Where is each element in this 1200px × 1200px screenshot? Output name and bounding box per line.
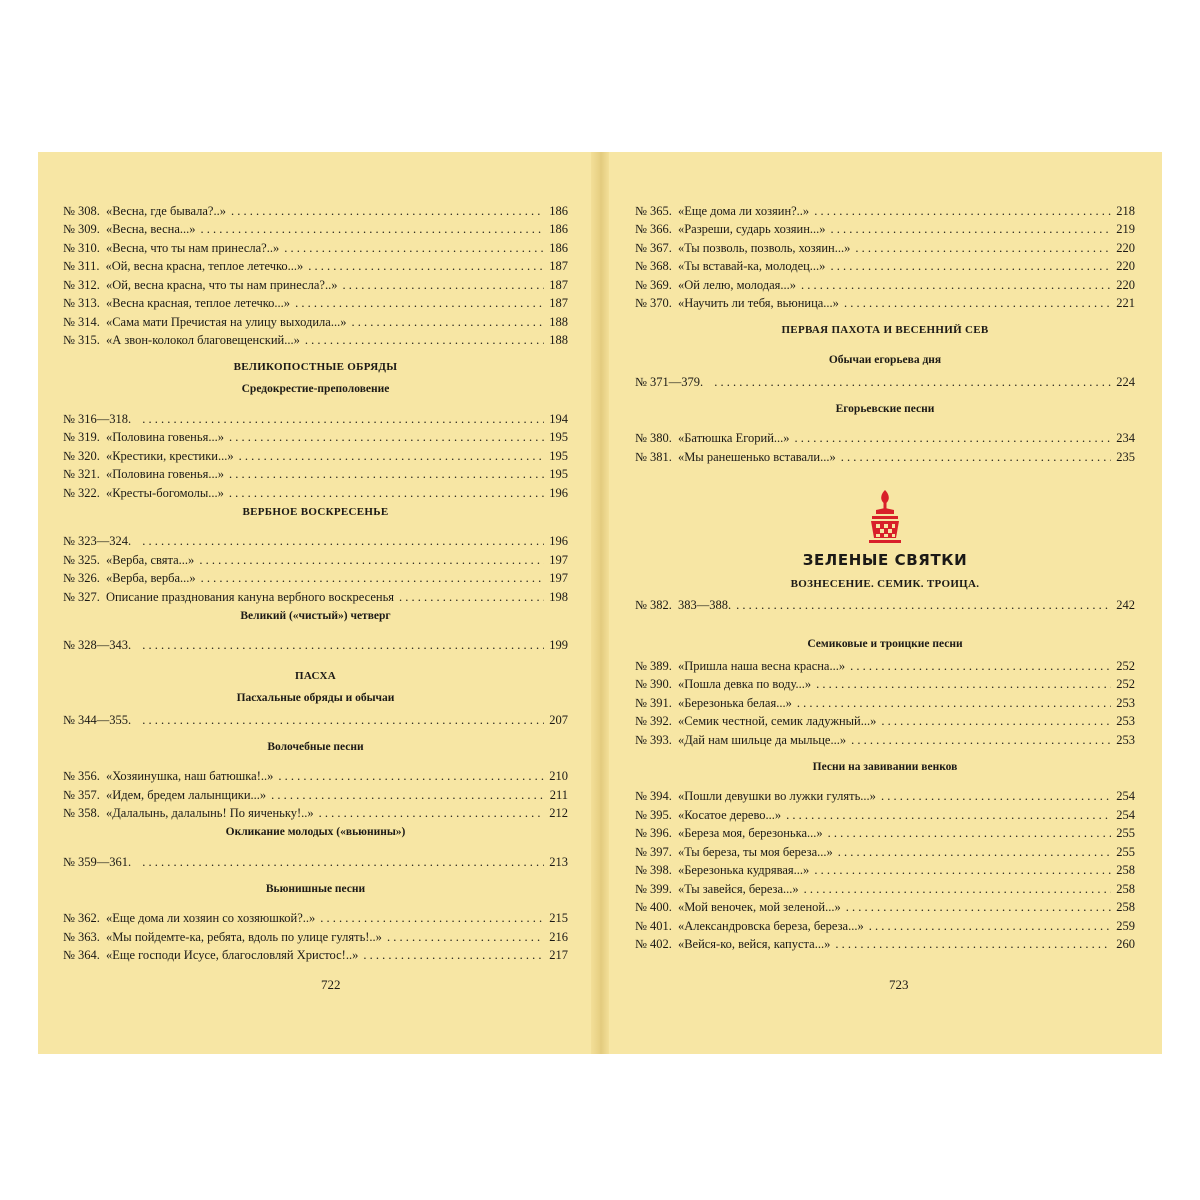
- dot-leader: [142, 712, 544, 728]
- toc-entry: [63, 766, 568, 785]
- toc-entry: [635, 711, 1135, 730]
- entry-title: «Крестики, крестики...»: [105, 448, 234, 463]
- page-number: 722: [321, 977, 341, 992]
- dot-leader: [816, 676, 1111, 692]
- toc-entry: [635, 428, 1135, 447]
- entry-page-number: 197: [549, 571, 568, 585]
- section-heading: ПАСХА: [295, 670, 336, 682]
- entry-number: № 356.: [63, 769, 100, 783]
- toc-entry: [63, 568, 568, 587]
- entry-title: «Весна, что ты нам принесла?..»: [105, 240, 280, 255]
- entry-group: [63, 408, 568, 501]
- entry-page-number: 253: [1116, 714, 1135, 728]
- entry-number: № 393.: [635, 732, 672, 747]
- toc-entry: [63, 926, 568, 945]
- toc-entry: [635, 729, 1135, 748]
- entry-title: «Половина говенья...»: [105, 430, 224, 444]
- entry-title: «Березонька белая...»: [677, 695, 792, 710]
- dot-leader: [831, 221, 1112, 237]
- entry-page-number: 195: [549, 467, 568, 481]
- section-heading: ВЕРБНОЕ ВОСКРЕСЕНЬЕ: [242, 505, 389, 518]
- entry-number: № 310.: [63, 240, 100, 255]
- entry-title: «Береза моя, березонька...»: [677, 826, 823, 840]
- entry-group: [635, 428, 1135, 465]
- toc-entry: [63, 200, 568, 219]
- entry-title: «Идем, бредем лалынщики...»: [105, 787, 267, 802]
- entry-page-number: 220: [1116, 240, 1135, 255]
- dot-leader: [351, 314, 544, 330]
- dot-leader: [239, 448, 545, 464]
- dot-leader: [830, 258, 1111, 274]
- entry-group: [635, 200, 1135, 311]
- entry-title: «Кресты-богомолы...»: [105, 485, 224, 500]
- dot-leader: [786, 807, 1111, 823]
- dot-leader: [342, 277, 544, 293]
- section-subheading: Вьюнишные песни: [265, 882, 366, 895]
- entry-title: «Мы ранешенько вставали...»: [677, 449, 836, 464]
- entry-title: «Ты береза, ты моя береза...»: [677, 844, 833, 859]
- entry-number: № 321.: [63, 467, 100, 481]
- entry-number: № 397.: [635, 844, 672, 859]
- toc-entry: [635, 274, 1135, 293]
- dot-leader: [846, 899, 1112, 915]
- section-subheading: Пасхальные обряды и обычаи: [236, 692, 395, 704]
- toc-entry: [635, 804, 1135, 823]
- entry-page-number: 210: [549, 769, 568, 783]
- section-heading: ВОЗНЕСЕНИЕ. СЕМИК. ТРОИЦА.: [790, 577, 980, 590]
- entry-number: № 381.: [635, 449, 672, 464]
- entry-title: «Косатое дерево...»: [677, 807, 782, 822]
- toc-entry: [63, 908, 568, 927]
- entry-title: «Александровска береза, береза...»: [677, 918, 864, 933]
- entry-number: № 394.: [635, 789, 672, 803]
- entry-group: [635, 595, 1135, 614]
- entry-page-number: 220: [1116, 277, 1135, 292]
- dot-leader: [714, 374, 1111, 390]
- entry-number: № 344—355.: [63, 712, 132, 727]
- dot-leader: [844, 295, 1111, 311]
- section-subheading: Обычаи егорьева дня: [828, 354, 942, 366]
- dot-leader: [851, 732, 1111, 748]
- entry-number: № 326.: [63, 571, 100, 585]
- entry-page-number: 217: [549, 948, 568, 962]
- entry-page-number: 252: [1116, 677, 1135, 691]
- toc-entry: [63, 784, 568, 803]
- book-spread: [38, 152, 1162, 1054]
- entry-group: [635, 655, 1135, 748]
- toc-entry: [635, 200, 1135, 219]
- entry-page-number: 242: [1116, 598, 1135, 612]
- entry-group: [63, 908, 568, 964]
- section-subheading: Великий («чистый») четверг: [240, 609, 391, 622]
- toc-entry: [635, 256, 1135, 275]
- toc-entry: [63, 293, 568, 312]
- entry-number: № 369.: [635, 277, 672, 292]
- section-subheading: Окликание молодых («вьюнины»): [225, 826, 406, 838]
- entry-page-number: 252: [1116, 658, 1135, 673]
- entry-page-number: 258: [1116, 900, 1135, 914]
- toc-entry: [63, 408, 568, 427]
- toc-entry: [63, 635, 568, 654]
- entry-title: «Разреши, сударь хозяин...»: [677, 222, 826, 236]
- dot-leader: [271, 787, 545, 803]
- entry-page-number: 196: [549, 485, 568, 500]
- entry-title: «Весна, весна...»: [105, 222, 196, 236]
- section-subheading: Песни на завивании венков: [812, 760, 958, 773]
- entry-number: № 390.: [635, 677, 672, 691]
- entry-title: «Верба, свята...»: [105, 552, 195, 567]
- entry-number: № 398.: [635, 863, 672, 877]
- entry-number: № 311.: [63, 259, 100, 273]
- entry-number: № 392.: [635, 714, 672, 728]
- entry-number: № 316—318.: [63, 411, 132, 426]
- toc-entry: [635, 219, 1135, 238]
- entry-title: «Ой, весна красна, теплое летечко...»: [105, 259, 304, 273]
- entry-number: № 365.: [635, 203, 672, 218]
- entry-number: № 399.: [635, 881, 672, 896]
- entry-group: [635, 371, 1135, 390]
- entry-number: № 363.: [63, 929, 100, 944]
- entry-number: № 357.: [63, 787, 100, 802]
- entry-number: № 319.: [63, 430, 100, 444]
- toc-entry: [635, 786, 1135, 805]
- dot-leader: [201, 221, 545, 237]
- entry-title: «Верба, верба...»: [105, 571, 196, 585]
- entry-number: № 359—361.: [63, 854, 132, 869]
- entry-number: № 367.: [635, 240, 672, 255]
- entry-number: № 322.: [63, 485, 100, 500]
- dot-leader: [142, 637, 544, 653]
- toc-entry: [635, 655, 1135, 674]
- dot-leader: [229, 429, 544, 445]
- toc-entry: [63, 709, 568, 728]
- entry-group: [63, 200, 568, 348]
- entry-page-number: 258: [1116, 881, 1135, 896]
- dot-leader: [795, 430, 1112, 446]
- section-subheading: Волочебные песни: [267, 740, 364, 753]
- section-subheading: Семиковые и троицкие песни: [807, 638, 963, 650]
- entry-title: «Пришла наша весна красна...»: [677, 658, 846, 673]
- entry-page-number: 188: [549, 333, 568, 347]
- dot-leader: [797, 695, 1111, 711]
- entry-page-number: 253: [1116, 695, 1135, 710]
- entry-title: «Пошла девка по воду...»: [677, 677, 812, 691]
- entry-number: № 371—379.: [635, 374, 704, 389]
- entry-page-number: 213: [549, 854, 568, 869]
- entry-page-number: 224: [1116, 374, 1135, 389]
- entry-number: № 323—324.: [63, 534, 132, 548]
- toc-entry: [63, 549, 568, 568]
- entry-number: № 320.: [63, 448, 100, 463]
- dot-leader: [804, 881, 1112, 897]
- entry-number: № 362.: [63, 911, 100, 925]
- toc-entry: [635, 674, 1135, 693]
- toc-entry: [635, 237, 1135, 256]
- entry-title: «Еще дома ли хозяин?..»: [677, 203, 810, 218]
- entry-title: «Ой, весна красна, что ты нам принесла?..»: [105, 277, 338, 292]
- entry-title: «Ой лелю, молодая...»: [677, 277, 797, 292]
- entry-page-number: 220: [1116, 259, 1135, 273]
- dot-leader: [320, 910, 544, 926]
- entry-group: [63, 851, 568, 870]
- entry-title: «Весна, где бывала?..»: [105, 203, 226, 218]
- toc-entry: [635, 860, 1135, 879]
- entry-number: № 313.: [63, 296, 100, 310]
- entry-title: «Дай нам шильце да мыльце...»: [677, 732, 847, 747]
- section-heading: ВЕЛИКОПОСТНЫЕ ОБРЯДЫ: [233, 361, 398, 373]
- toc-entry: [63, 237, 568, 256]
- page-number: 723: [889, 977, 909, 992]
- entry-page-number: 187: [549, 259, 568, 273]
- entry-number: № 364.: [63, 948, 100, 962]
- entry-title: «Мы пойдемте-ка, ребята, вдоль по улице гулять!..»: [105, 929, 382, 944]
- left-page: [63, 200, 568, 963]
- section-subheading: Средокрестие-преполовение: [241, 383, 390, 395]
- entry-group: [63, 709, 568, 728]
- entry-page-number: 197: [549, 552, 568, 567]
- entry-number: № 401.: [635, 918, 672, 933]
- entry-group: [63, 635, 568, 654]
- toc-entry: [63, 274, 568, 293]
- toc-entry: [63, 586, 568, 605]
- dot-leader: [199, 552, 544, 568]
- dot-leader: [869, 918, 1112, 934]
- entry-group: [63, 766, 568, 822]
- toc-entry: [63, 427, 568, 446]
- entry-page-number: 199: [549, 638, 568, 652]
- entry-number: № 328—343.: [63, 638, 132, 652]
- entry-title: «Хозяинушка, наш батюшка!..»: [105, 769, 274, 783]
- toc-entry: [635, 841, 1135, 860]
- entry-number: № 389.: [635, 658, 672, 673]
- entry-page-number: 186: [549, 222, 568, 236]
- entry-title: «Батюшка Егорий...»: [677, 431, 790, 445]
- toc-entry: [63, 330, 568, 349]
- entry-page-number: 259: [1116, 918, 1135, 933]
- entry-title: «А звон-колокол благовещенский...»: [105, 333, 300, 347]
- dot-leader: [399, 589, 544, 605]
- dot-leader: [387, 929, 544, 945]
- toc-entry: [63, 464, 568, 483]
- entry-title: «Сама мати Пречистая на улицу выходила...»: [105, 314, 347, 329]
- book-gutter: [591, 152, 609, 1054]
- dot-leader: [841, 449, 1112, 465]
- dot-leader: [855, 240, 1111, 256]
- entry-page-number: 194: [549, 411, 568, 426]
- section-title: ЗЕЛЕНЫЕ СВЯТКИ: [802, 550, 968, 569]
- toc-entry: [63, 256, 568, 275]
- entry-page-number: 253: [1116, 732, 1135, 747]
- dot-leader: [229, 485, 544, 501]
- entry-page-number: 216: [549, 929, 568, 944]
- entry-page-number: 196: [549, 534, 568, 548]
- entry-title: «Половина говенья...»: [105, 467, 224, 481]
- entry-page-number: 219: [1116, 222, 1135, 236]
- emblem: [635, 485, 1135, 547]
- entry-number: № 396.: [635, 826, 672, 840]
- toc-entry: [635, 878, 1135, 897]
- entry-title: «Ты позволь, позволь, хозяин...»: [677, 240, 851, 255]
- toc-entry: [63, 311, 568, 330]
- entry-page-number: 188: [549, 314, 568, 329]
- toc-entry: [63, 945, 568, 964]
- toc-entry: [635, 897, 1135, 916]
- entry-title: «Ты завейся, береза...»: [677, 881, 799, 896]
- entry-title: «Березонька кудрявая...»: [677, 863, 810, 877]
- dot-leader: [850, 658, 1111, 674]
- entry-page-number: 212: [549, 806, 568, 820]
- dot-leader: [284, 240, 544, 256]
- dot-leader: [319, 805, 545, 821]
- entry-page-number: 186: [549, 203, 568, 218]
- section-subheading: Егорьевские песни: [835, 402, 935, 415]
- entry-number: № 370.: [635, 296, 672, 310]
- entry-page-number: 218: [1116, 203, 1135, 218]
- entry-title: 383—388.: [677, 598, 732, 612]
- entry-title: «Ты вставай-ка, молодец...»: [677, 259, 826, 273]
- entry-number: № 312.: [63, 277, 100, 292]
- entry-title: «Еще дома ли хозяин со хозяюшкой?..»: [105, 911, 316, 925]
- entry-number: № 368.: [635, 259, 672, 273]
- toc-entry: [63, 531, 568, 550]
- entry-title: «Мой веночек, мой зеленой...»: [677, 900, 841, 914]
- dot-leader: [736, 597, 1111, 613]
- entry-number: № 391.: [635, 695, 672, 710]
- dot-leader: [363, 947, 544, 963]
- entry-number: № 308.: [63, 203, 100, 218]
- entry-number: № 402.: [635, 937, 672, 951]
- right-page: [635, 200, 1135, 952]
- toc-entry: [635, 293, 1135, 312]
- entry-title: «Еще господи Исусе, благословляй Христос!..»: [105, 948, 359, 962]
- entry-number: № 315.: [63, 333, 100, 347]
- toc-entry: [635, 371, 1135, 390]
- entry-page-number: 255: [1116, 844, 1135, 859]
- dot-leader: [835, 936, 1111, 952]
- dot-leader: [838, 844, 1112, 860]
- dot-leader: [801, 277, 1111, 293]
- dot-leader: [278, 768, 544, 784]
- toc-entry: [63, 445, 568, 464]
- entry-page-number: 221: [1116, 296, 1135, 310]
- entry-title: «Пошли девушки во лужки гулять...»: [677, 789, 876, 803]
- toc-entry: [63, 803, 568, 822]
- entry-page-number: 234: [1116, 431, 1135, 445]
- dot-leader: [814, 203, 1111, 219]
- entry-group: [63, 531, 568, 605]
- dot-leader: [142, 533, 544, 549]
- toc-entry: [635, 823, 1135, 842]
- dot-leader: [295, 295, 544, 311]
- entry-page-number: 258: [1116, 863, 1135, 877]
- dot-leader: [814, 862, 1111, 878]
- entry-page-number: 187: [549, 296, 568, 310]
- dot-leader: [308, 258, 544, 274]
- entry-title: «Весна красная, теплое летечко...»: [105, 296, 291, 310]
- entry-page-number: 254: [1116, 807, 1135, 822]
- entry-page-number: 186: [549, 240, 568, 255]
- entry-number: № 327.: [63, 589, 100, 604]
- dot-leader: [229, 466, 544, 482]
- entry-title: «Семик честной, семик ладужный...»: [677, 714, 877, 728]
- entry-title: «Вейся-ко, вейся, капуста...»: [677, 937, 831, 951]
- entry-title: «Научить ли тебя, вьюница...»: [677, 296, 839, 310]
- entry-group: [635, 786, 1135, 953]
- dot-leader: [881, 788, 1111, 804]
- toc-entry: [635, 934, 1135, 953]
- dot-leader: [305, 332, 544, 348]
- entry-page-number: 211: [549, 787, 568, 802]
- toc-entry: [635, 915, 1135, 934]
- entry-number: № 358.: [63, 806, 100, 820]
- entry-page-number: 207: [549, 712, 568, 727]
- toc-entry: [635, 446, 1135, 465]
- dot-leader: [881, 713, 1111, 729]
- entry-page-number: 187: [549, 277, 568, 292]
- entry-number: № 366.: [635, 222, 672, 236]
- entry-number: № 382.: [635, 598, 672, 612]
- toc-entry: [635, 595, 1135, 614]
- dot-leader: [142, 411, 544, 427]
- entry-number: № 325.: [63, 552, 100, 567]
- entry-page-number: 215: [549, 911, 568, 925]
- section-heading: ПЕРВАЯ ПАХОТА И ВЕСЕННИЙ СЕВ: [781, 324, 989, 336]
- dot-leader: [142, 854, 544, 870]
- entry-page-number: 260: [1116, 937, 1135, 951]
- dot-leader: [828, 825, 1112, 841]
- entry-page-number: 235: [1116, 449, 1135, 464]
- entry-page-number: 255: [1116, 826, 1135, 840]
- toc-entry: [63, 482, 568, 501]
- entry-number: № 380.: [635, 431, 672, 445]
- ornament-icon: [863, 488, 907, 544]
- entry-number: № 309.: [63, 222, 100, 236]
- entry-number: № 314.: [63, 314, 100, 329]
- toc-entry: [63, 219, 568, 238]
- entry-number: № 400.: [635, 900, 672, 914]
- toc-entry: [63, 851, 568, 870]
- dot-leader: [231, 203, 544, 219]
- dot-leader: [201, 570, 545, 586]
- entry-number: № 395.: [635, 807, 672, 822]
- entry-page-number: 198: [549, 589, 568, 604]
- entry-page-number: 195: [549, 448, 568, 463]
- entry-title: «Далалынь, далалынь! По яиченьку!..»: [105, 806, 314, 820]
- entry-page-number: 254: [1116, 789, 1135, 803]
- toc-entry: [635, 692, 1135, 711]
- entry-title: Описание празднования кануна вербного воскресенья: [105, 589, 395, 604]
- entry-page-number: 195: [549, 430, 568, 444]
